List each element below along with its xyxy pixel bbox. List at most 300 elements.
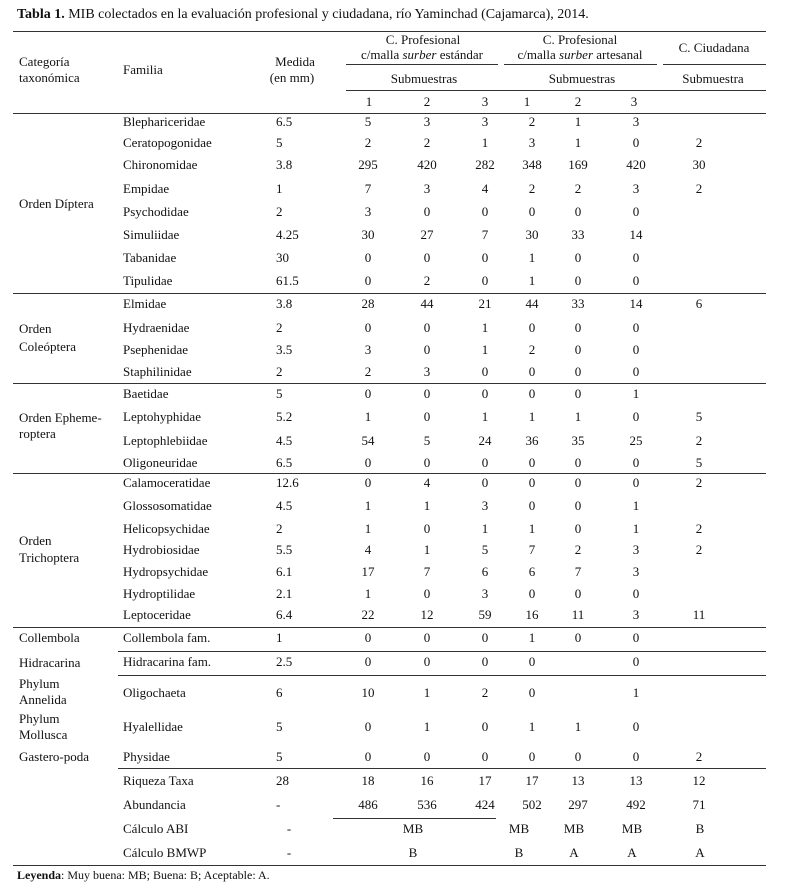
header-medida-1: Medida [275,54,315,69]
count-value: 0 [481,719,489,734]
count-value: 2 [481,685,489,700]
header-surber-text: surber [559,47,594,62]
size-value: 2 [276,204,283,219]
family-name: Hidracarina fam. [123,654,212,669]
table-legend [17,868,270,883]
count-value: 3 [481,114,489,129]
table-title [17,7,589,23]
count-value: 0 [632,273,640,288]
legend-text: : Muy buena: MB; Buena: B; Aceptable: A. [61,868,270,882]
count-value: 1 [528,521,536,536]
size-value: 2 [276,320,283,335]
count-value: 6 [481,564,489,579]
family-name: Ceratopogonidae [123,135,212,150]
count-value: 0 [574,342,582,357]
category-label: roptera [19,426,56,441]
count-value: 2 [695,475,703,490]
count-value: 27 [420,227,434,242]
count-value: 3 [364,204,372,219]
count-value: 44 [525,296,539,311]
count-value: 2 [423,273,431,288]
header-sub-number: 3 [481,94,489,109]
count-value: 0 [481,654,489,669]
count-value: 2 [695,749,703,764]
category-label: Mollusca [19,727,68,742]
category-label: Collembola [19,630,80,645]
count-value: 1 [364,498,372,513]
count-value: 0 [632,320,640,335]
size-value: 12.6 [276,475,299,490]
count-value: 0 [632,409,640,424]
category-label: Gastero-poda [19,749,90,764]
count-value: 1 [423,542,431,557]
count-value: 1 [574,719,582,734]
count-value: 1 [364,521,372,536]
family-name: Leptoceridae [123,607,191,622]
count-value: 0 [632,135,640,150]
count-value: 0 [364,719,372,734]
abi-medida: - [286,821,292,836]
subheader-rule [663,64,766,65]
group-rule [118,768,766,769]
count-value: 0 [364,386,372,401]
group-rule [118,675,766,676]
count-value: 282 [475,157,495,172]
count-value: 2 [695,181,703,196]
size-value: 4.5 [276,433,293,448]
count-value: 0 [574,386,582,401]
legend-label: Leyenda [17,868,62,882]
category-label: Phylum [19,676,60,691]
category-label: Orden Epheme- [19,410,102,425]
size-value: 3.5 [276,342,293,357]
count-value: 0 [423,409,431,424]
group-rule [13,627,766,628]
count-value: 0 [574,364,582,379]
count-value: 33 [571,227,585,242]
count-value: 1 [574,114,582,129]
abi-art-1: MB [508,821,530,836]
header-ciudadana: C. Ciudadana [678,40,750,55]
count-value: 0 [632,749,640,764]
count-value: 1 [632,685,640,700]
size-value: 6.5 [276,455,293,470]
category-label: Hidracarina [19,655,81,670]
count-value: 0 [528,320,536,335]
count-value: 0 [574,521,582,536]
header-sub-number: 1 [523,94,531,109]
count-value: 12 [692,773,706,788]
count-value: 0 [423,250,431,265]
count-value: 0 [423,320,431,335]
count-value: 12 [420,607,434,622]
size-value: 2.5 [276,654,293,669]
count-value: 1 [528,409,536,424]
count-value: 0 [632,586,640,601]
count-value: 424 [475,797,495,812]
header-medida-2: (en mm) [269,70,315,85]
count-value: 492 [626,797,646,812]
count-value: 4 [481,181,489,196]
count-value: 2 [695,135,703,150]
count-value: 0 [574,204,582,219]
bmwp-art-1: B [514,845,524,860]
count-value: 2 [364,135,372,150]
header-type-text: estándar [436,47,484,62]
family-name: Helicopsychidae [123,521,210,536]
count-value: 10 [361,685,375,700]
count-value: 1 [423,719,431,734]
count-value: 0 [528,204,536,219]
count-value: 54 [361,433,375,448]
family-name: Riqueza Taxa [123,773,194,788]
count-value: 0 [528,654,536,669]
count-value: 1 [632,521,640,536]
count-value: 17 [361,564,375,579]
header-type-text: artesanal [593,47,643,62]
count-value: 0 [528,749,536,764]
family-name: Hyalellidae [123,719,183,734]
count-value: 13 [629,773,643,788]
size-value: 1 [276,181,283,196]
count-value: 0 [528,386,536,401]
count-value: 24 [478,433,492,448]
size-value: 1 [276,630,283,645]
size-value: - [276,797,281,812]
abi-rule [333,818,496,819]
count-value: 0 [574,630,582,645]
bmwp-label: Cálculo BMWP [123,845,207,860]
size-value: 2 [276,521,283,536]
count-value: 16 [420,773,434,788]
count-value: 2 [528,181,536,196]
count-value: 3 [632,181,640,196]
subheader-rule [346,90,766,91]
count-value: 3 [528,135,536,150]
header-categoria-1: Categoría [19,54,70,69]
count-value: 0 [528,455,536,470]
count-value: 59 [478,607,492,622]
header-surber-text: surber [402,47,437,62]
count-value: 0 [423,455,431,470]
count-value: 5 [695,409,703,424]
count-value: 1 [481,135,489,150]
size-value: 5 [276,135,283,150]
bmwp-ciud: A [695,845,705,860]
size-value: 6.1 [276,564,293,579]
count-value: 0 [528,475,536,490]
count-value: 0 [364,250,372,265]
family-name: Oligoneuridae [123,455,198,470]
count-value: 0 [481,386,489,401]
header-prof-std-2 [361,47,483,62]
size-value: 6.4 [276,607,293,622]
family-name: Blephariceridae [123,114,206,129]
count-value: 35 [571,433,585,448]
count-value: 2 [423,135,431,150]
size-value: 61.5 [276,273,299,288]
count-value: 0 [632,630,640,645]
count-value: 5 [481,542,489,557]
count-value: 1 [423,498,431,513]
count-value: 71 [692,797,706,812]
abi-art-2: MB [563,821,585,836]
header-malla-text: c/malla [360,47,403,62]
table-title-label: Tabla 1. [17,7,65,22]
count-value: 30 [692,157,706,172]
abi-label: Cálculo ABI [123,821,189,836]
count-value: 1 [528,273,536,288]
count-value: 1 [423,685,431,700]
size-value: 28 [276,773,289,788]
count-value: 44 [420,296,434,311]
count-value: 0 [574,455,582,470]
count-value: 0 [574,250,582,265]
count-value: 21 [478,296,492,311]
group-rule [13,473,766,474]
header-sub-number: 2 [574,94,582,109]
count-value: 3 [481,586,489,601]
category-label: Orden Díptera [19,196,94,211]
count-value: 3 [632,607,640,622]
count-value: 0 [481,475,489,490]
count-value: 0 [423,586,431,601]
family-name: Hydrobiosidae [123,542,200,557]
subheader-rule [504,64,657,65]
count-value: 0 [632,364,640,379]
count-value: 1 [481,521,489,536]
size-value: 5 [276,719,283,734]
family-name: Collembola fam. [123,630,211,645]
header-malla-text: c/malla [517,47,560,62]
count-value: 3 [364,342,372,357]
count-value: 0 [364,749,372,764]
size-value: 6 [276,685,283,700]
count-value: 1 [481,342,489,357]
size-value: 3.8 [276,296,293,311]
family-name: Leptohyphidae [123,409,201,424]
count-value: 1 [574,135,582,150]
family-name: Simuliidae [123,227,180,242]
category-label: Phylum [19,711,60,726]
abi-prof-std: MB [402,821,424,836]
header-familia: Familia [123,62,163,77]
count-value: 3 [632,114,640,129]
family-name: Chironomidae [123,157,198,172]
count-value: 3 [423,364,431,379]
count-value: 14 [629,296,643,311]
count-value: 6 [695,296,703,311]
count-value: 2 [574,542,582,557]
size-value: 5.5 [276,542,293,557]
count-value: 2 [528,114,536,129]
count-value: 0 [632,455,640,470]
family-name: Hydraenidae [123,320,190,335]
abi-art-3: MB [621,821,643,836]
count-value: 0 [528,364,536,379]
header-submuestras-std: Submuestras [390,71,458,86]
count-value: 0 [364,475,372,490]
count-value: 3 [632,542,640,557]
header-sub-number: 1 [365,94,373,109]
count-value: 36 [525,433,539,448]
count-value: 0 [481,364,489,379]
count-value: 502 [522,797,542,812]
count-value: 2 [695,433,703,448]
count-value: 0 [574,273,582,288]
count-value: 2 [695,542,703,557]
family-name: Abundancia [123,797,186,812]
family-name: Psephenidae [123,342,188,357]
count-value: 0 [632,654,640,669]
size-value: 2.1 [276,586,293,601]
count-value: 13 [571,773,585,788]
family-name: Elmidae [123,296,167,311]
category-label: Coleóptera [19,339,77,354]
count-value: 30 [525,227,539,242]
category-label: Trichoptera [19,550,80,565]
count-value: 0 [364,273,372,288]
group-rule [13,293,766,294]
count-value: 2 [574,181,582,196]
count-value: 1 [528,719,536,734]
family-name: Hydropsychidae [123,564,209,579]
header-prof-std-1: C. Profesional [385,32,461,47]
bmwp-art-3: A [627,845,637,860]
count-value: 0 [423,630,431,645]
count-value: 7 [574,564,582,579]
count-value: 0 [632,342,640,357]
count-value: 11 [692,607,706,622]
header-submuestra-ciud: Submuestra [682,71,744,86]
count-value: 7 [423,564,431,579]
size-value: 2 [276,364,283,379]
count-value: 4 [364,542,372,557]
family-name: Leptophlebiidae [123,433,208,448]
count-value: 1 [528,630,536,645]
count-value: 536 [417,797,437,812]
family-name: Glossosomatidae [123,498,212,513]
table-bottom-rule [13,865,766,866]
count-value: 5 [695,455,703,470]
bmwp-prof-std: B [408,845,418,860]
count-value: 1 [528,250,536,265]
size-value: 3.8 [276,157,293,172]
count-value: 0 [632,719,640,734]
count-value: 1 [481,409,489,424]
size-value: 6.5 [276,114,293,129]
count-value: 0 [574,320,582,335]
table-title-text: MIB colectados en la evaluación profesional y ciudadana, río Yaminchad (Cajamarca), 2014. [68,7,589,22]
header-prof-art-2 [518,47,643,62]
size-value: 5.2 [276,409,293,424]
count-value: 297 [568,797,588,812]
count-value: 0 [481,204,489,219]
size-value: 4.5 [276,498,293,513]
count-value: 0 [574,749,582,764]
count-value: 1 [364,586,372,601]
group-rule [118,651,766,652]
count-value: 348 [522,157,542,172]
family-name: Oligochaeta [123,685,186,700]
count-value: 295 [358,157,378,172]
category-label: Orden [19,533,52,548]
family-name: Baetidae [123,386,169,401]
count-value: 0 [423,386,431,401]
count-value: 0 [423,521,431,536]
count-value: 0 [364,654,372,669]
family-name: Staphilinidae [123,364,192,379]
count-value: 0 [481,273,489,288]
count-value: 17 [525,773,539,788]
count-value: 0 [481,250,489,265]
bmwp-art-2: A [569,845,579,860]
count-value: 0 [528,685,536,700]
count-value: 0 [528,498,536,513]
count-value: 0 [574,586,582,601]
header-sub-number: 2 [423,94,431,109]
category-label: Orden [19,321,52,336]
family-name: Tipulidae [123,273,173,288]
count-value: 0 [481,749,489,764]
count-value: 0 [423,342,431,357]
count-value: 6 [528,564,536,579]
count-value: 3 [423,114,431,129]
count-value: 1 [481,320,489,335]
count-value: 11 [571,607,585,622]
family-name: Empidae [123,181,170,196]
count-value: 2 [364,364,372,379]
count-value: 0 [423,749,431,764]
count-value: 420 [417,157,437,172]
count-value: 0 [574,475,582,490]
count-value: 5 [364,114,372,129]
count-value: 1 [632,498,640,513]
count-value: 7 [481,227,489,242]
header-submuestras-art: Submuestras [548,71,616,86]
count-value: 33 [571,296,585,311]
count-value: 0 [574,498,582,513]
count-value: 5 [423,433,431,448]
count-value: 30 [361,227,375,242]
count-value: 7 [528,542,536,557]
count-value: 3 [481,498,489,513]
count-value: 18 [361,773,375,788]
count-value: 169 [568,157,588,172]
category-label: Annelida [19,692,67,707]
count-value: 7 [364,181,372,196]
count-value: 2 [695,521,703,536]
count-value: 0 [364,455,372,470]
count-value: 1 [574,409,582,424]
header-prof-art-1: C. Profesional [542,32,618,47]
count-value: 0 [423,654,431,669]
count-value: 0 [632,204,640,219]
family-name: Physidae [123,749,170,764]
count-value: 3 [423,181,431,196]
count-value: 17 [478,773,492,788]
count-value: 4 [423,475,431,490]
family-name: Calamoceratidae [123,475,211,490]
count-value: 0 [632,250,640,265]
count-value: 0 [528,586,536,601]
count-value: 0 [364,630,372,645]
size-value: 30 [276,250,289,265]
count-value: 14 [629,227,643,242]
count-value: 1 [632,386,640,401]
count-value: 1 [364,409,372,424]
count-value: 16 [525,607,539,622]
